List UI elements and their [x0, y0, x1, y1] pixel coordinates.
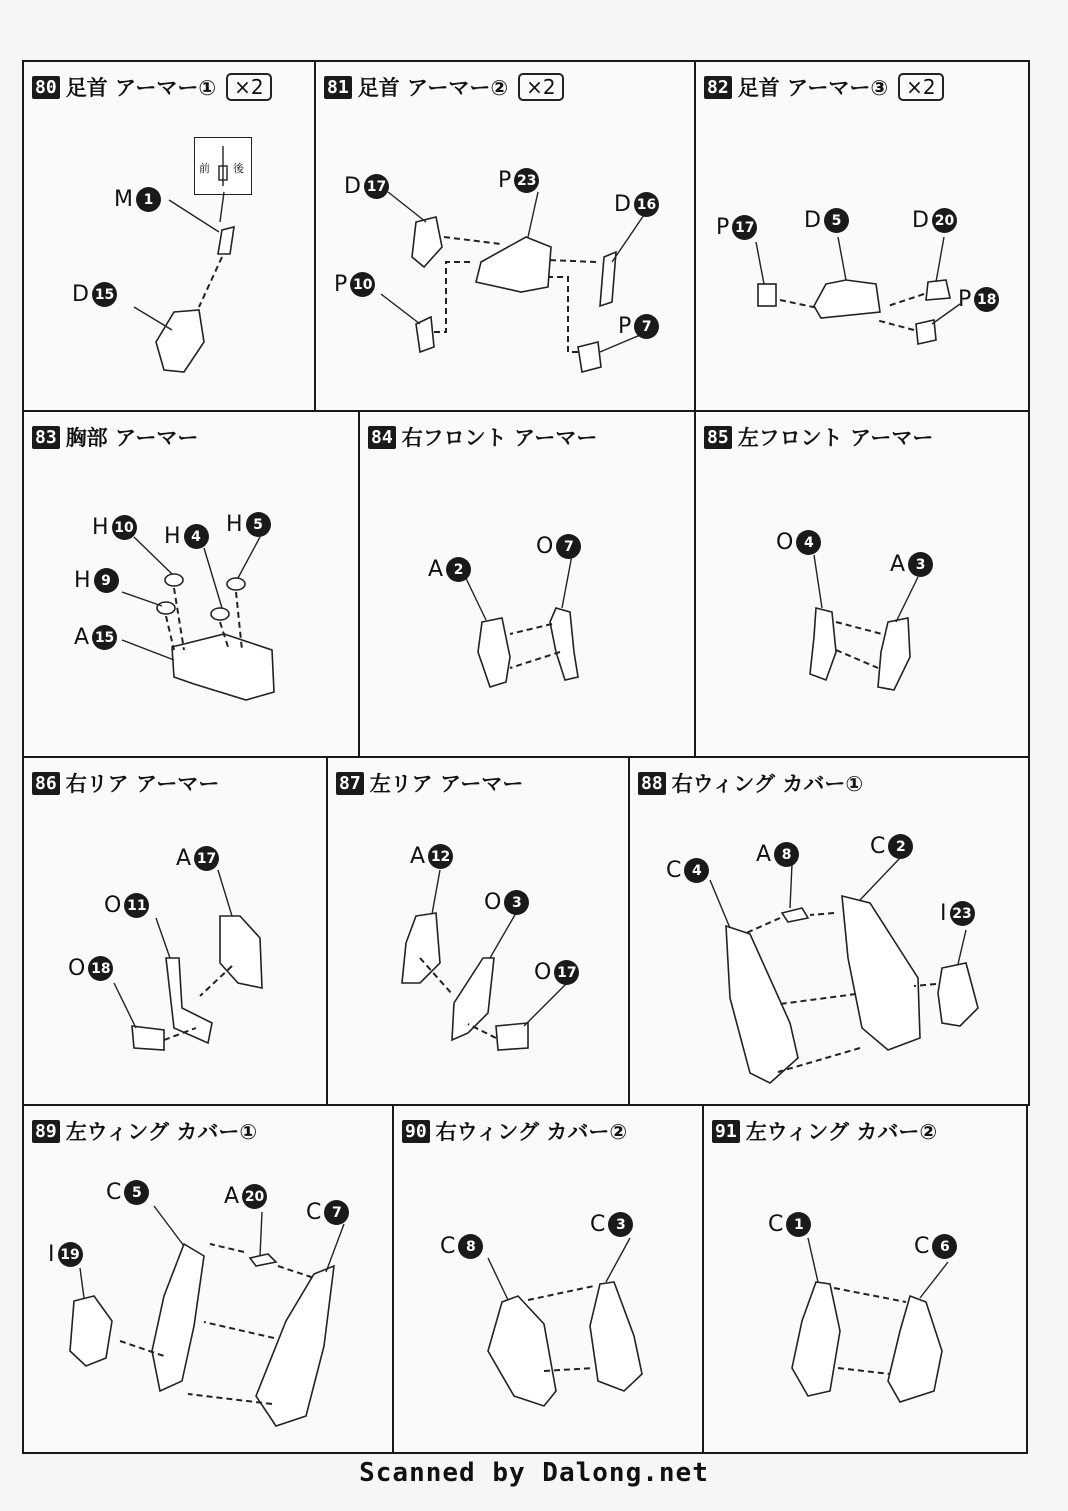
step-panel-85	[694, 410, 1030, 758]
part-number: 3	[908, 552, 933, 577]
part-label	[940, 901, 975, 926]
runner-letter: A	[74, 625, 90, 650]
part-label	[176, 846, 219, 871]
step-panel-89	[22, 1104, 394, 1454]
step-panel-82	[694, 60, 1030, 412]
part-label	[106, 1180, 149, 1205]
part-number: 2	[888, 834, 913, 859]
part-label	[590, 1212, 633, 1237]
step-number: 81	[324, 76, 352, 99]
runner-letter: D	[912, 208, 929, 233]
runner-letter: P	[618, 314, 632, 339]
runner-letter: C	[440, 1234, 456, 1259]
step-number: 89	[32, 1120, 60, 1143]
step-80-diagram	[24, 62, 316, 412]
step-name: 右ウィング カバー①	[671, 772, 864, 796]
part-number: 19	[58, 1242, 83, 1267]
runner-letter: C	[306, 1200, 322, 1225]
part-label	[92, 515, 137, 540]
part-number: 17	[554, 960, 579, 985]
part-label	[958, 287, 999, 312]
step-number: 84	[368, 426, 396, 449]
part-label	[756, 842, 799, 867]
step-name: 左ウィング カバー②	[745, 1120, 938, 1144]
part-label	[890, 552, 933, 577]
part-number: 12	[428, 844, 453, 869]
runner-letter: H	[92, 515, 109, 540]
step-name: 右リア アーマー	[65, 772, 220, 796]
runner-letter: O	[534, 960, 552, 985]
part-label	[536, 534, 581, 559]
step-name: 足首 アーマー②	[357, 76, 509, 100]
runner-letter: O	[484, 890, 502, 915]
part-number: 7	[324, 1200, 349, 1225]
part-number: 20	[932, 208, 957, 233]
part-label	[716, 215, 757, 240]
step-panel-87	[326, 756, 630, 1106]
part-number: 4	[184, 524, 209, 549]
runner-letter: D	[614, 192, 631, 217]
part-label	[614, 192, 659, 217]
runner-letter: A	[410, 844, 426, 869]
scan-credit: Scanned by Dalong.net	[359, 1458, 709, 1488]
runner-letter: P	[716, 215, 730, 240]
step-name: 左フロント アーマー	[737, 426, 934, 450]
part-number: 15	[92, 282, 117, 307]
part-label	[440, 1234, 483, 1259]
part-label	[164, 524, 209, 549]
part-label	[914, 1234, 957, 1259]
quantity-badge: ×2	[898, 73, 943, 101]
step-name: 左ウィング カバー①	[65, 1120, 258, 1144]
part-label	[344, 174, 389, 199]
runner-letter: D	[72, 282, 89, 307]
step-number: 91	[712, 1120, 740, 1143]
step-88-diagram	[630, 758, 1030, 1106]
part-number: 1	[786, 1212, 811, 1237]
part-label	[776, 530, 821, 555]
part-number: 3	[504, 890, 529, 915]
part-number: 20	[242, 1184, 267, 1209]
part-number: 5	[124, 1180, 149, 1205]
part-label	[804, 208, 849, 233]
part-number: 17	[364, 174, 389, 199]
runner-letter: P	[498, 168, 512, 193]
part-label	[618, 314, 659, 339]
step-panel-86	[22, 756, 328, 1106]
step-panel-91	[702, 1104, 1028, 1454]
part-label	[68, 956, 113, 981]
runner-letter: P	[334, 272, 348, 297]
part-number: 10	[350, 272, 375, 297]
part-number: 7	[556, 534, 581, 559]
runner-letter: C	[870, 834, 886, 859]
runner-letter: H	[164, 524, 181, 549]
runner-letter: I	[48, 1242, 55, 1267]
step-91-diagram	[704, 1106, 1028, 1454]
step-panel-81	[314, 60, 696, 412]
part-label	[48, 1242, 83, 1267]
part-label	[72, 282, 117, 307]
front-label: 前	[199, 162, 210, 175]
part-label	[224, 1184, 267, 1209]
part-number: 8	[774, 842, 799, 867]
runner-letter: M	[114, 187, 133, 212]
runner-letter: A	[224, 1184, 240, 1209]
part-label	[534, 960, 579, 985]
part-number: 18	[974, 287, 999, 312]
step-number: 87	[336, 772, 364, 795]
part-number: 6	[932, 1234, 957, 1259]
step-name: 足首 アーマー①	[65, 76, 217, 100]
step-name: 右フロント アーマー	[401, 426, 598, 450]
part-number: 5	[246, 512, 271, 537]
step-panel-80	[22, 60, 316, 412]
runner-letter: A	[756, 842, 772, 867]
runner-letter: C	[666, 858, 682, 883]
step-number: 88	[638, 772, 666, 795]
step-90-diagram	[394, 1106, 704, 1454]
part-number: 4	[796, 530, 821, 555]
part-number: 23	[950, 901, 975, 926]
part-label	[410, 844, 453, 869]
part-number: 3	[608, 1212, 633, 1237]
runner-letter: O	[536, 534, 554, 559]
step-number: 86	[32, 772, 60, 795]
back-label: 後	[233, 162, 244, 175]
part-label	[768, 1212, 811, 1237]
runner-letter: D	[804, 208, 821, 233]
runner-letter: C	[914, 1234, 930, 1259]
part-number: 7	[634, 314, 659, 339]
runner-letter: A	[890, 552, 906, 577]
step-name: 左リア アーマー	[369, 772, 524, 796]
runner-letter: H	[226, 512, 243, 537]
runner-letter: O	[68, 956, 86, 981]
runner-letter: C	[590, 1212, 606, 1237]
runner-letter: A	[428, 557, 444, 582]
step-panel-90	[392, 1104, 704, 1454]
part-number: 15	[92, 625, 117, 650]
step-89-diagram	[24, 1106, 394, 1454]
runner-letter: O	[104, 893, 122, 918]
runner-letter: D	[344, 174, 361, 199]
part-label	[74, 568, 119, 593]
step-name: 右ウィング カバー②	[435, 1120, 628, 1144]
quantity-badge: ×2	[518, 73, 563, 101]
runner-letter: I	[940, 901, 947, 926]
step-number: 80	[32, 76, 60, 99]
part-label	[912, 208, 957, 233]
part-number: 23	[514, 168, 539, 193]
part-number: 9	[94, 568, 119, 593]
step-number: 82	[704, 76, 732, 99]
part-label	[870, 834, 913, 859]
runner-letter: P	[958, 287, 972, 312]
part-number: 5	[824, 208, 849, 233]
part-number: 16	[634, 192, 659, 217]
part-number: 4	[684, 858, 709, 883]
runner-letter: O	[776, 530, 794, 555]
part-label	[428, 557, 471, 582]
step-number: 83	[32, 426, 60, 449]
step-name: 胸部 アーマー	[65, 426, 199, 450]
part-number: 17	[732, 215, 757, 240]
part-label	[226, 512, 271, 537]
step-name: 足首 アーマー③	[737, 76, 889, 100]
part-label	[666, 858, 709, 883]
part-number: 11	[124, 893, 149, 918]
part-label	[74, 625, 117, 650]
part-number: 18	[88, 956, 113, 981]
step-panel-84	[358, 410, 696, 758]
step-85-diagram	[696, 412, 1030, 758]
runner-letter: A	[176, 846, 192, 871]
step-84-diagram	[360, 412, 696, 758]
step-86-diagram	[24, 758, 328, 1106]
part-number: 10	[112, 515, 137, 540]
part-label	[104, 893, 149, 918]
step-number: 85	[704, 426, 732, 449]
part-number: 2	[446, 557, 471, 582]
runner-letter: H	[74, 568, 91, 593]
runner-letter: C	[768, 1212, 784, 1237]
step-number: 90	[402, 1120, 430, 1143]
step-81-diagram	[316, 62, 696, 412]
step-panel-88	[628, 756, 1030, 1106]
step-87-diagram	[328, 758, 630, 1106]
quantity-badge: ×2	[226, 73, 271, 101]
part-label	[114, 187, 161, 212]
step-panel-83	[22, 410, 360, 758]
part-label	[498, 168, 539, 193]
part-label	[306, 1200, 349, 1225]
part-label	[484, 890, 529, 915]
part-number: 8	[458, 1234, 483, 1259]
part-number: 17	[194, 846, 219, 871]
part-number: 1	[136, 187, 161, 212]
runner-letter: C	[106, 1180, 122, 1205]
part-label	[334, 272, 375, 297]
